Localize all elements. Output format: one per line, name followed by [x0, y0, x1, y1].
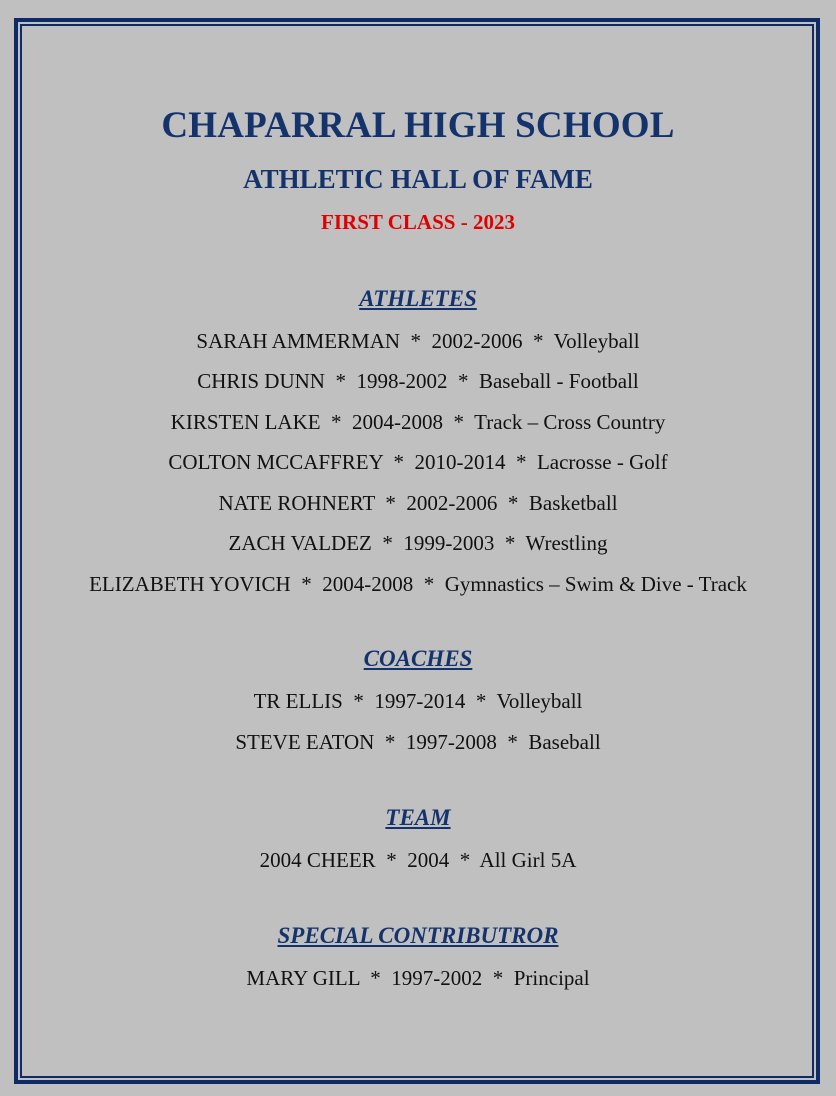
athlete-entry: ZACH VALDEZ * 1999-2003 * Wrestling [228, 531, 608, 555]
athlete-entry: COLTON MCCAFFREY * 2010-2014 * Lacrosse - Golf [168, 450, 668, 474]
class-year: FIRST CLASS - 2023 [321, 210, 515, 234]
coach-entry: TR ELLIS * 1997-2014 * Volleyball [253, 689, 583, 713]
page-subtitle: ATHLETIC HALL OF FAME [243, 164, 593, 194]
special-contributor-heading: SPECIAL CONTRIBUTROR [277, 923, 559, 948]
athlete-entry: CHRIS DUNN * 1998-2002 * Baseball - Football [197, 369, 639, 393]
athlete-entry: NATE ROHNERT * 2002-2006 * Basketball [218, 491, 618, 515]
team-entry: 2004 CHEER * 2004 * All Girl 5A [259, 848, 577, 872]
page-title: CHAPARRAL HIGH SCHOOL [161, 105, 675, 146]
coaches-heading: COACHES [363, 646, 473, 671]
athletes-heading: ATHLETES [359, 286, 477, 311]
special-contributor-entry: MARY GILL * 1997-2002 * Principal [246, 966, 590, 990]
athlete-entry: KIRSTEN LAKE * 2004-2008 * Track – Cross Country [170, 410, 666, 434]
athlete-entry: ELIZABETH YOVICH * 2004-2008 * Gymnastics – Swim & Dive - Track [89, 572, 747, 596]
athlete-entry: SARAH AMMERMAN * 2002-2006 * Volleyball [196, 329, 640, 353]
team-heading: TEAM [385, 805, 451, 830]
coach-entry: STEVE EATON * 1997-2008 * Baseball [235, 730, 601, 754]
